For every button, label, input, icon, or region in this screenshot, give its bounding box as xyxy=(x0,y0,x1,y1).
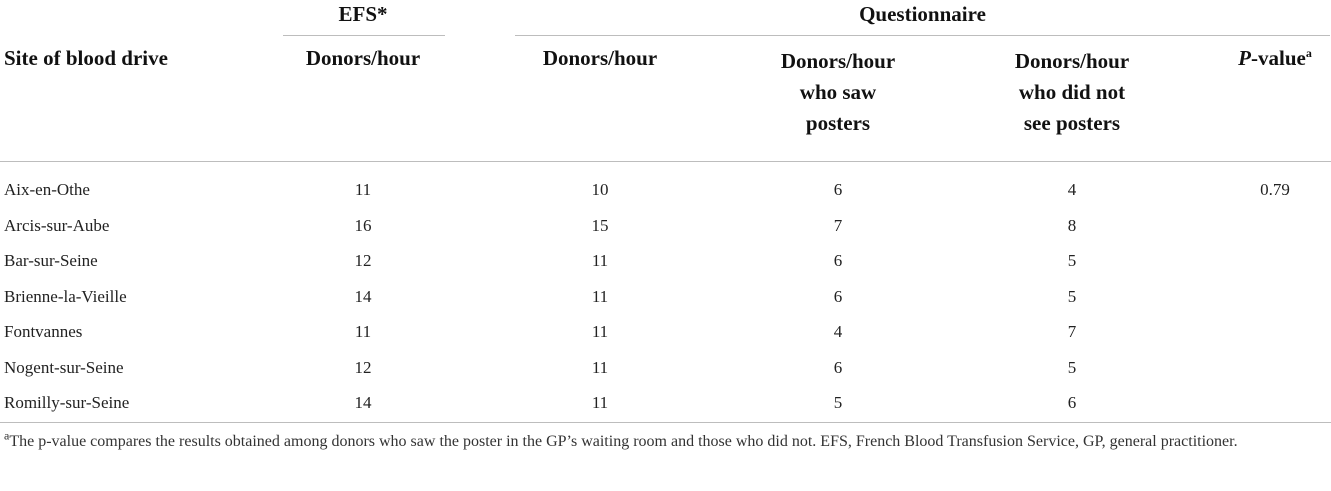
saw-posters-cell: 7 xyxy=(833,215,843,235)
not-saw-posters-cell: 5 xyxy=(1067,286,1077,306)
site-column-header: Site of blood drive xyxy=(4,46,168,70)
pvalue-rest: -value xyxy=(1251,46,1306,70)
header-line: who did not xyxy=(1018,80,1126,104)
pvalue-header xyxy=(1220,46,1330,71)
efs-donors-cell: 14 xyxy=(354,393,372,412)
questionnaire-donors-cell: 11 xyxy=(591,322,609,341)
site-cell: Brienne-la-Vieille xyxy=(4,286,127,306)
questionnaire-donors-cell: 15 xyxy=(591,215,609,235)
table-bottom-rule xyxy=(0,422,1331,423)
saw-posters-cell: 5 xyxy=(833,393,843,412)
not-saw-posters-cell: 8 xyxy=(1067,215,1077,235)
efs-donors-cell: 11 xyxy=(354,322,372,341)
questionnaire-donors-cell: 11 xyxy=(591,357,609,377)
saw-posters-cell: 6 xyxy=(833,357,843,377)
header-bottom-rule xyxy=(0,161,1331,162)
not-saw-posters-cell: 7 xyxy=(1067,322,1077,341)
efs-group-header: EFS* xyxy=(338,2,388,26)
efs-donors-header: Donors/hour xyxy=(305,46,421,70)
questionnaire-donors-cell: 11 xyxy=(591,393,609,412)
efs-donors-cell: 11 xyxy=(354,180,372,199)
questionnaire-donors-cell: 11 xyxy=(591,286,609,306)
efs-donors-cell: 14 xyxy=(354,286,372,306)
header-line: Donors/hour xyxy=(780,49,896,73)
pvalue-cell: 0.79 xyxy=(1260,180,1290,199)
site-cell: Aix-en-Othe xyxy=(4,180,90,199)
saw-posters-cell: 6 xyxy=(833,286,843,306)
efs-group-rule xyxy=(283,35,445,36)
site-cell: Fontvannes xyxy=(4,322,83,341)
header-line: posters xyxy=(805,111,871,135)
site-cell: Bar-sur-Seine xyxy=(4,251,98,270)
questionnaire-donors-cell: 11 xyxy=(591,251,609,270)
efs-donors-cell: 16 xyxy=(354,215,372,235)
saw-posters-cell: 6 xyxy=(833,180,843,199)
site-cell: Arcis-sur-Aube xyxy=(4,215,110,235)
questionnaire-donors-header: Donors/hour xyxy=(542,46,658,70)
questionnaire-group-header: Questionnaire xyxy=(859,2,986,26)
not-saw-posters-cell: 4 xyxy=(1067,180,1077,199)
donors-saw-posters-header xyxy=(738,46,938,139)
pvalue-italic: P xyxy=(1238,46,1251,70)
footnote-text: The p-value compares the results obtained among donors who saw the poster in the GP’s waiting room and those who did not. EFS, French Blood Transfusion Service, GP, general practitioner. xyxy=(9,433,1238,450)
saw-posters-cell: 6 xyxy=(833,251,843,270)
saw-posters-cell: 4 xyxy=(833,322,843,341)
pvalue-footnote-marker: a xyxy=(1305,46,1312,60)
header-line: Donors/hour xyxy=(1014,49,1130,73)
questionnaire-group-rule xyxy=(515,35,1330,36)
footnote-marker: a xyxy=(4,428,10,443)
site-cell: Romilly-sur-Seine xyxy=(4,393,130,412)
not-saw-posters-cell: 5 xyxy=(1067,357,1077,377)
efs-donors-cell: 12 xyxy=(354,251,372,270)
not-saw-posters-cell: 6 xyxy=(1067,393,1077,412)
header-line: see posters xyxy=(1023,111,1121,135)
not-saw-posters-cell: 5 xyxy=(1067,251,1077,270)
donors-not-saw-posters-header xyxy=(972,46,1172,139)
efs-donors-cell: 12 xyxy=(354,357,372,377)
footnote xyxy=(4,430,1322,454)
questionnaire-donors-cell: 10 xyxy=(591,180,609,199)
site-cell: Nogent-sur-Seine xyxy=(4,357,124,377)
header-line: who saw xyxy=(799,80,877,104)
